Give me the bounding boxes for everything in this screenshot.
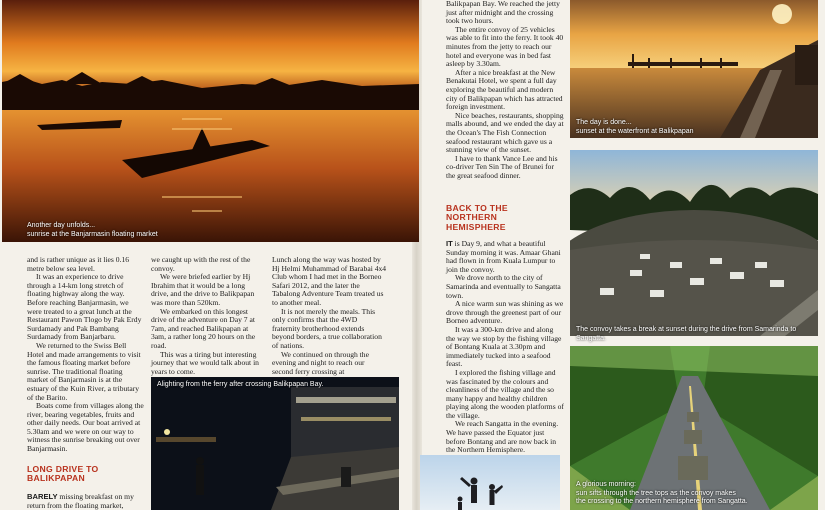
lead-word: BARELY <box>27 492 58 501</box>
col4-paragraph: After a nice breakfast at the New Benakutai Hotel, we spent a full day exploring the beautiful and modern city of Balikpapan which has attracted foreign investment. <box>446 67 563 112</box>
col3-paragraph: Lunch along the way was hosted by Hj Helmi Muhammad of Barabai 4x4 Club whom I had met in the Borneo Safari 2012, and the later the Tabalong Adventure Team treated us to another meal. <box>272 255 387 307</box>
waterfront-photo <box>570 0 818 138</box>
waterfront-caption <box>576 119 694 136</box>
col1-paragraph: We returned to the Swiss Bell Hotel and made arrangements to visit the famous floating market before sunrise. The traditional floating market of Banjarmasin is at the estuary of the Kuin River, a tributary of the Barito. <box>27 340 141 402</box>
heading-line: BALIKPAPAN <box>27 473 86 484</box>
heading-line: NORTHERN <box>446 212 498 223</box>
long-drive-heading <box>27 465 99 484</box>
ferry-caption: Alighting from the ferry after crossing Balikpapan Bay. <box>157 381 324 388</box>
heading-line: BACK TO THE <box>446 203 508 213</box>
col1-paragraph: It was an experience to drive through a 14-km long stretch of floating highway along the way. Before reaching Banjarmasin, we were treated to a great lunch at the Restaurant Pawon Tlogo by Pak Erdy Surdamady and Pak Bambang Surdamady from Banjarbaru. <box>27 272 142 342</box>
col2-paragraph: we caught up with the rest of the convoy. <box>151 255 251 273</box>
col4-paragraph: Balikpapan Bay. We reached the jetty just after midnight and the crossing took two hours. <box>446 0 560 26</box>
road-caption <box>576 481 748 507</box>
col4-paragraph: I have to thank Vance Lee and his co-driver Ten Sin The of Brunei for the great seafood dinner. <box>446 153 558 180</box>
road-caption-line2: sun sifts through the tree tops as the convoy makes <box>576 489 736 497</box>
convoy-caption: The convoy takes a break at sunset during the drive from Samarinda to Sangatta. <box>576 326 797 342</box>
col4-paragraph: We reach Sangatta in the evening. We have passed the Equator just before Bontang and are now back in the Northern Hemisphere. <box>446 419 559 455</box>
article-column-4-bottom <box>446 240 564 455</box>
sunrise-scene <box>2 0 419 242</box>
northern-hemisphere-heading <box>446 204 508 232</box>
col2-paragraph: We embarked on this longest drive of the adventure on Day 7 at 7am, and reached Balikpapan at 3am, a rather long 20 hours on the road. <box>151 306 256 350</box>
col4-paragraph: I explored the fishing village and was fascinated by the colours and cleanliness of the village and the so many happy and healthy children playing along the wooden platforms of the village. <box>446 367 564 420</box>
heading-line: LONG DRIVE TO <box>27 464 99 474</box>
article-column-3 <box>272 256 387 376</box>
heading-line: HEMISPHERE <box>446 221 506 232</box>
col1-paragraph: and is rather unique as it lies 0.16 metre below sea level. <box>27 255 130 273</box>
waterfront-caption-line2: sunset at the waterfront at Balikpapan <box>576 127 694 135</box>
convoy-scene <box>570 150 818 336</box>
col1-paragraph: Boats come from villages along the river, bearing vegetables, fruits and other daily needs. Our boat arrived at 5.30am and we were on our way to witness the sunrise breaking out over Banjarmasin. <box>27 401 144 454</box>
figures-photo <box>420 455 560 510</box>
article-column-4-top <box>446 0 564 180</box>
sunrise-caption-line1: Another day unfolds... <box>27 222 96 229</box>
convoy-photo <box>570 150 818 336</box>
sunrise-caption-line2: sunrise at the Banjarmasin floating market <box>27 230 158 238</box>
sunrise-caption <box>27 222 158 239</box>
col4-paragraph: The entire convoy of 25 vehicles was able to fit into the ferry. It took 40 minutes from the jetty to reach our hotel and everyone was in bed fast asleep by 3.30am. <box>446 24 564 69</box>
sunrise-photo <box>2 0 419 242</box>
lead-text: is Day 9, and what a beautiful Sunday morning it was. Amaar Ghani had flown in from Kuala Lumpur to join the convoy. <box>446 239 561 274</box>
col1-lead <box>27 493 144 510</box>
road-caption-line3: the crossing to the northern hemisphere from Sangatta. <box>576 498 748 505</box>
waterfront-scene <box>570 0 818 138</box>
waterfront-caption-line1: The day is done... <box>576 119 632 126</box>
col3-paragraph: We continued on through the evening and night to reach our second ferry crossing at <box>272 349 369 376</box>
ferry-photo <box>151 377 399 510</box>
lead-text: missing breakfast on my return from the floating market, <box>27 492 134 510</box>
col3-paragraph: It is not merely the meals. This only confirms that the 4WD fraternity brotherhood extends beyond borders, a true collaboration of nations. <box>272 306 382 350</box>
col4-paragraph: A nice warm sun was shining as we drove through the greenest part of our Borneo adventure. <box>446 299 564 326</box>
col4-paragraph: Nice beaches, restaurants, shopping malls abound, and we ended the day at the Ocean's The Fish Connection seafood restaurant which gave us a stunning view of the sunset. <box>446 110 564 155</box>
road-caption-line1: A glorious morning: <box>576 481 636 488</box>
figures-scene <box>420 455 560 510</box>
col2-paragraph: This was a tiring but interesting journey that we would talk about in years to come. <box>151 349 259 376</box>
col2-paragraph: We were briefed earlier by Hj Ibrahim that it would be a long drive, and the drive to Balikpapan was more than 520km. <box>151 272 255 307</box>
article-column-2 <box>151 256 263 376</box>
col4-paragraph: It was a 300-km drive and along the way we stop by the fishing village of Bontang Kuala at 3.30pm and immediately tucked into a seafood feast. <box>446 324 562 369</box>
article-column-1 <box>27 256 144 454</box>
ferry-scene <box>151 377 399 510</box>
col4-paragraph: We drove north to the city of Samarinda and eventually to Sangatta town. <box>446 273 561 300</box>
lead-word: IT <box>446 239 453 248</box>
